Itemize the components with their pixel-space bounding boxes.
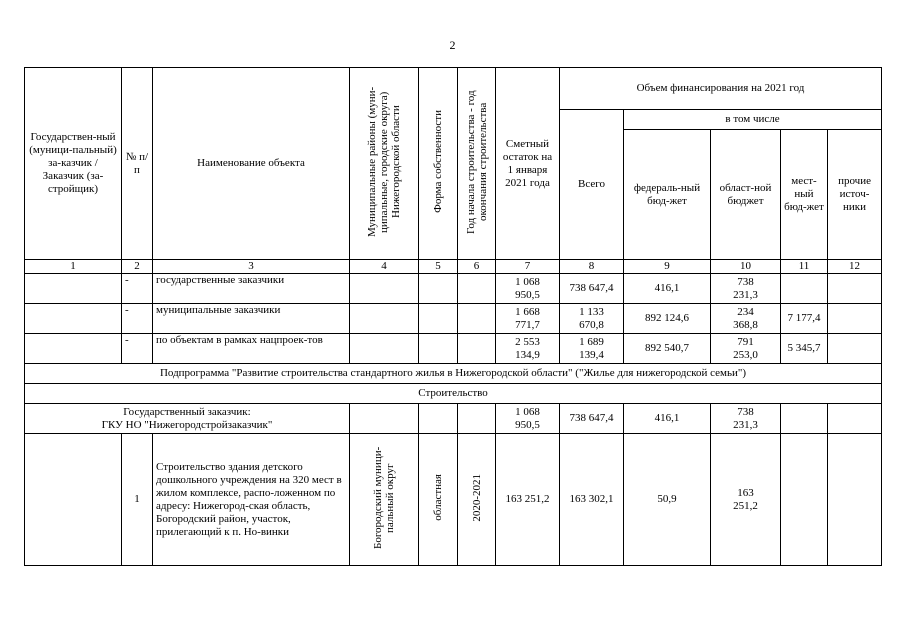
row-estimate: 1 668 771,7 bbox=[496, 304, 560, 334]
row-other bbox=[828, 304, 882, 334]
header-local: мест-ный бюд-жет bbox=[781, 130, 828, 260]
col-number: 4 bbox=[350, 260, 419, 274]
header-regional: област-ной бюджет bbox=[711, 130, 781, 260]
row-federal: 892 124,6 bbox=[624, 304, 711, 334]
customer-regional: 738 231,3 bbox=[711, 404, 781, 434]
object-total: 163 302,1 bbox=[560, 434, 624, 566]
financing-table bbox=[24, 67, 882, 566]
column-numbers-row bbox=[25, 260, 882, 274]
section-title: Строительство bbox=[25, 384, 882, 404]
header-customer: Государствен-ный (муници-пальный) за-казчик / Заказчик (за-стройщик) bbox=[25, 68, 122, 260]
row-regional: 234 368,8 bbox=[711, 304, 781, 334]
row-total: 1 133 670,8 bbox=[560, 304, 624, 334]
col-number: 2 bbox=[122, 260, 153, 274]
header-object-name: Наименование объекта bbox=[153, 68, 350, 260]
customer-row bbox=[25, 404, 882, 434]
row-regional: 738 231,3 bbox=[711, 274, 781, 304]
col-number: 1 bbox=[25, 260, 122, 274]
row-total: 738 647,4 bbox=[560, 274, 624, 304]
object-regional: 163 251,2 bbox=[711, 434, 781, 566]
row-local bbox=[781, 274, 828, 304]
table-row bbox=[25, 274, 882, 304]
table-row bbox=[25, 334, 882, 364]
row-federal: 892 540,7 bbox=[624, 334, 711, 364]
row-name: по объектам в рамках нацпроек-тов bbox=[153, 334, 350, 364]
header-total: Всего bbox=[560, 110, 624, 260]
object-row bbox=[25, 434, 882, 566]
table-row bbox=[25, 304, 882, 334]
object-ownership: областная bbox=[419, 434, 458, 566]
header-estimate: Сметный остаток на 1 января 2021 года bbox=[496, 68, 560, 260]
object-district: Богородский муници-пальный округ bbox=[350, 434, 419, 566]
subprogram-title: Подпрограмма "Развитие строительства стандартного жилья в Нижегородской области" ("Жилье для нижегородской семьи") bbox=[25, 364, 882, 384]
header-including: в том числе bbox=[624, 110, 882, 130]
customer-name: Государственный заказчик: ГКУ НО "Нижегородстройзаказчик" bbox=[25, 404, 350, 434]
col-number: 7 bbox=[496, 260, 560, 274]
row-dash: - bbox=[122, 304, 153, 334]
object-estimate: 163 251,2 bbox=[496, 434, 560, 566]
header-number: № п/п bbox=[122, 68, 153, 260]
row-total: 1 689 139,4 bbox=[560, 334, 624, 364]
object-years: 2020-2021 bbox=[458, 434, 496, 566]
row-local: 5 345,7 bbox=[781, 334, 828, 364]
row-federal: 416,1 bbox=[624, 274, 711, 304]
col-number: 10 bbox=[711, 260, 781, 274]
header-years: Год начала строительства - год окончания строительства bbox=[458, 68, 496, 260]
customer-total: 738 647,4 bbox=[560, 404, 624, 434]
col-number: 3 bbox=[153, 260, 350, 274]
col-number: 9 bbox=[624, 260, 711, 274]
col-number: 11 bbox=[781, 260, 828, 274]
col-number: 8 bbox=[560, 260, 624, 274]
customer-estimate: 1 068 950,5 bbox=[496, 404, 560, 434]
col-number: 12 bbox=[828, 260, 882, 274]
object-name: Строительство здания детского дошкольного учреждения на 320 мест в жилом комплексе, распо-ложенном по адресу: Нижегород-ская область, Богородский район, участок, прилегающий к п. Но-винки bbox=[153, 434, 350, 566]
row-estimate: 1 068 950,5 bbox=[496, 274, 560, 304]
header-district: Муниципальные районы (муни-ципальные, городские округа) Нижегородской области bbox=[350, 68, 419, 260]
object-number: 1 bbox=[122, 434, 153, 566]
header-other: прочие источ-ники bbox=[828, 130, 882, 260]
row-other bbox=[828, 274, 882, 304]
row-local: 7 177,4 bbox=[781, 304, 828, 334]
page-number: 2 bbox=[449, 38, 456, 52]
header-federal: федераль-ный бюд-жет bbox=[624, 130, 711, 260]
row-dash: - bbox=[122, 334, 153, 364]
row-regional: 791 253,0 bbox=[711, 334, 781, 364]
row-name: государственные заказчики bbox=[153, 274, 350, 304]
header-funding-title: Объем финансирования на 2021 год bbox=[560, 68, 882, 110]
row-dash: - bbox=[122, 274, 153, 304]
header-ownership: Форма собственности bbox=[419, 68, 458, 260]
col-number: 6 bbox=[458, 260, 496, 274]
row-name: муниципальные заказчики bbox=[153, 304, 350, 334]
col-number: 5 bbox=[419, 260, 458, 274]
customer-federal: 416,1 bbox=[624, 404, 711, 434]
row-estimate: 2 553 134,9 bbox=[496, 334, 560, 364]
object-federal: 50,9 bbox=[624, 434, 711, 566]
row-other bbox=[828, 334, 882, 364]
